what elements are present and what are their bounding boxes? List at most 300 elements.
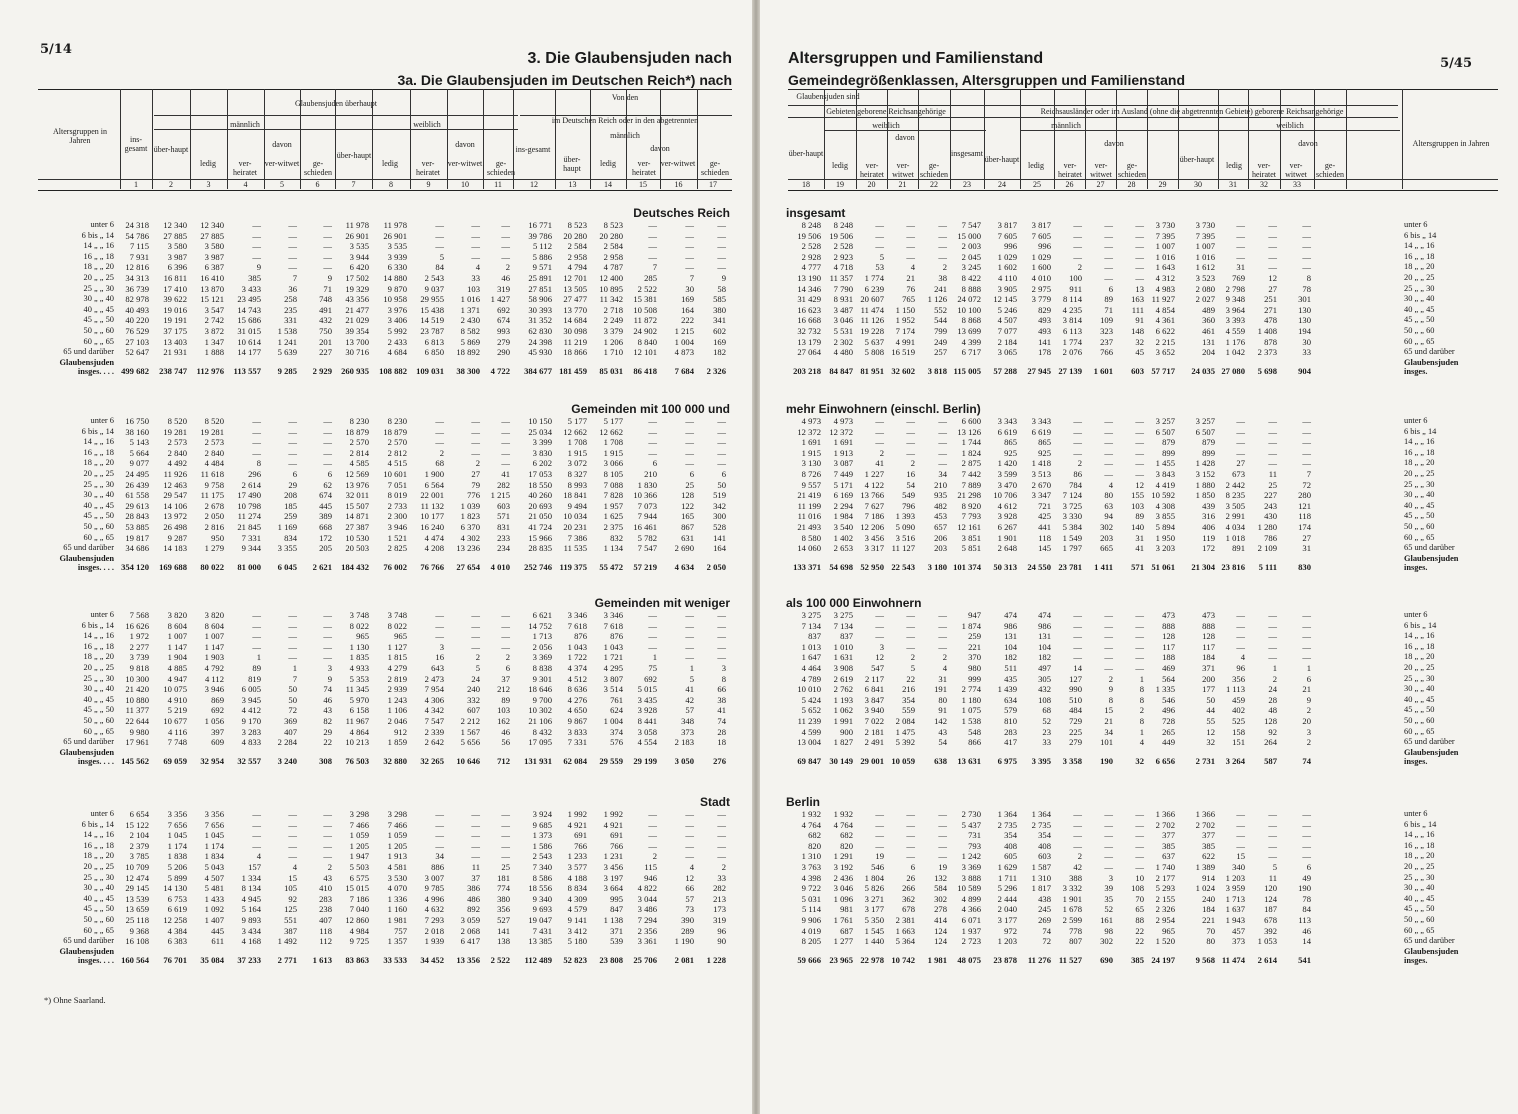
table-cell: — [685,641,694,652]
table-cell: — [288,220,297,230]
table-cell: 18 879 [345,426,369,437]
table-cell: 8 441 [637,716,657,726]
table-cell: 478 [1264,315,1277,326]
table-cell: — [717,652,726,663]
table-cell: 2 570 [387,437,407,448]
table-cell: 778 [1069,925,1082,936]
table-cell: 912 [394,726,407,737]
table-cell: 9 [327,673,332,684]
table-cell: — [252,251,261,262]
table-cell: — [1073,652,1082,663]
table-cell: 5 782 [637,532,657,543]
table-cell: 3 257 [1155,416,1175,426]
table-cell: 1 016 [460,294,480,305]
table-cell: — [471,447,480,458]
table-cell: 6 [292,469,297,479]
header-ledig: ledig [382,159,398,168]
table-cell: — [1135,809,1144,819]
header-ueberhaupt-2: über-haupt [336,151,372,160]
header-col-number: 26 [1065,180,1074,189]
age-label: 45 „ „ 50 [83,315,114,325]
age-label: 18 „ „ 20 [1404,262,1435,272]
table-cell: 115 005 [953,365,981,376]
table-cell: 113 [1298,915,1311,925]
table-cell: 82 978 [125,294,149,305]
table-cell: 1 440 [864,936,884,947]
table-cell: — [435,840,444,851]
table-cell: — [1302,840,1311,851]
table-cell: — [471,610,480,620]
table-cell: 33 [717,872,726,883]
header-col-number: 24 [998,180,1006,189]
table-cell: — [1073,641,1082,652]
table-cell: 774 [497,883,510,894]
table-cell: 74 [1042,925,1051,936]
table-cell: 5 894 [1155,522,1175,532]
table-cell: — [938,458,947,469]
table-cell: 370 [968,652,981,663]
table-cell: 1 335 [1155,684,1175,695]
table-cell: 2 958 [603,251,623,262]
table-cell: 1 901 [997,532,1017,543]
header-maennlich: männlich [1051,121,1081,130]
table-cell: 1 952 [895,315,915,326]
table-cell: 544 [934,315,947,326]
table-cell: 15 507 [345,500,369,511]
table-cell: 5 [439,251,444,262]
table-cell: — [685,610,694,620]
table-cell: 1 126 [927,294,947,305]
table-cell: 9 494 [567,500,587,511]
table-cell: — [1236,819,1245,830]
age-label: 50 „ „ 60 [83,716,114,725]
table-cell: 7 186 [864,511,884,522]
table-cell: 120 [1264,883,1277,894]
table-cell: 221 [968,641,981,652]
table-cell: 52 [1104,904,1113,915]
table-cell: 23 787 [420,326,444,336]
table-cell: — [323,819,332,830]
table-cell: 4 208 [424,543,444,554]
table-cell: 32 954 [200,755,224,766]
table-cell: 30 716 [345,347,369,358]
table-cell: 39 [1104,883,1113,894]
table-cell: 121 [1298,500,1311,511]
header-col-number: 16 [674,180,683,189]
table-cell: 4 168 [241,936,261,947]
table-cell: 76 766 [420,561,444,572]
table-cell: — [717,458,726,469]
table-cell: — [471,851,480,862]
table-cell: 160 564 [121,954,149,965]
table-cell: 7 340 [532,862,552,872]
table-cell: — [1268,610,1277,620]
table-cell: 20 [1302,716,1311,726]
table-cell: 8 726 [801,469,821,479]
table-cell: 1 366 [1155,809,1175,819]
table-cell: 12 [1135,479,1144,490]
table-cell: 986 [1004,620,1017,631]
table-cell: 377 [1202,830,1215,841]
header-col-line [1020,89,1021,189]
table-cell: 26 439 [125,479,149,490]
table-cell: 4 [689,862,694,872]
header-col-line [152,89,153,189]
table-cell: 6 417 [460,936,480,947]
table-cell: 141 [1038,336,1051,347]
table-cell: 57 [685,893,694,904]
table-cell: 721 [1038,500,1051,511]
table-cell: 6 [327,469,332,479]
table-cell: — [323,262,332,273]
age-label: 60 „ „ 65 [1404,925,1435,935]
table-cell: 130 [1298,304,1311,315]
table-cell: 316 [1202,511,1215,522]
table-cell: 3 486 [637,904,657,915]
table-cell: 32 732 [797,326,821,336]
table-cell: 4 947 [167,673,187,684]
age-label: 45 „ „ 50 [83,705,114,715]
table-cell: 511 [1004,663,1017,673]
header-verheiratet: ver-heiratet [1058,161,1082,179]
table-cell: 27 654 [456,561,480,572]
table-cell: 3 535 [387,241,407,252]
header-maennlich: männlich [230,120,260,129]
table-cell: 10 614 [237,336,261,347]
table-cell: 6 622 [1155,326,1175,336]
table-cell: 80 [938,694,947,705]
table-cell: 4 507 [997,315,1017,326]
age-label: 25 „ „ 30 [1404,283,1435,293]
table-cell: 323 [1100,326,1113,336]
table-cell: 1 334 [241,872,261,883]
header-col-number: 3 [206,180,211,189]
table-cell: — [1302,437,1311,448]
table-cell: 2 954 [1155,915,1175,925]
table-cell: 115 [644,862,657,872]
table-cell: 3 843 [1155,469,1175,479]
table-cell: — [1268,830,1277,841]
table-cell: 1 744 [961,437,981,448]
table-cell: 31 352 [528,315,552,326]
table-cell: — [252,840,261,851]
table-cell: 52 823 [563,954,587,965]
table-cell: 2 [942,262,947,273]
table-cell: 1 092 [204,904,224,915]
table-cell: — [471,631,480,642]
table-cell: 5 206 [167,862,187,872]
table-cell: 42 [685,694,694,705]
table-cell: 453 [934,511,947,522]
table-cell: 750 [319,326,332,336]
table-cell: 1 004 [603,716,623,726]
table-cell: — [501,620,510,631]
table-cell: 2 690 [674,543,694,554]
table-cell: 124 [1264,893,1277,904]
table-cell: 2 [1077,458,1082,469]
table-cell: 9 [327,273,332,283]
table-cell: 2 155 [1155,893,1175,904]
table-cell: 673 [1232,469,1245,479]
table-cell: 278 [934,904,947,915]
table-cell: 88 [1135,915,1144,925]
table-cell: 7 [689,273,694,283]
table-cell: 2 326 [1155,904,1175,915]
age-label: 18 „ „ 20 [1404,458,1435,468]
table-cell: 13 870 [200,283,224,294]
table-cell: 118 [1298,511,1311,522]
table-cell: 131 931 [524,755,552,766]
age-label: 50 „ „ 60 [1404,326,1435,335]
table-cell: 3 725 [1062,500,1082,511]
table-cell: 2 [475,458,480,469]
table-cell: — [875,230,884,241]
table-cell: 128 [1202,631,1215,642]
table-cell: 1 722 [567,652,587,663]
table-cell: 8 [1139,716,1144,726]
table-cell: 22 543 [891,561,915,572]
table-cell: — [435,230,444,241]
table-cell: — [288,851,297,862]
table-cell: 6 619 [167,904,187,915]
table-cell: 19 817 [125,532,149,543]
table-cell: 2 929 [312,365,332,376]
table-cell: 282 [497,479,510,490]
table-cell: 1 815 [387,652,407,663]
table-cell: 2 [652,851,657,862]
table-cell: 878 [1264,336,1277,347]
table-cell: 3 058 [637,726,657,737]
table-cell: 11 535 [563,543,587,554]
table-cell: 2 [505,652,510,663]
table-cell: 6 330 [387,262,407,273]
table-cell: 2 653 [833,543,853,554]
table-cell: 8 580 [801,532,821,543]
table-cell: 8 993 [567,479,587,490]
table-cell: 1 241 [277,336,297,347]
table-cell: 15 438 [420,304,444,315]
table-cell: 100 [1069,273,1082,283]
table-cell: 1 991 [833,716,853,726]
table-cell: — [938,631,947,642]
table-cell: — [685,262,694,273]
age-label: 65 und darüber [63,737,114,747]
table-cell: 354 [1038,830,1051,841]
table-cell: 76 529 [125,326,149,336]
age-label: 16 „ „ 18 [83,840,114,850]
table-cell: 2 816 [204,522,224,532]
table-cell: 8 523 [567,220,587,230]
table-cell: 1 [256,652,261,663]
table-cell: — [906,426,915,437]
table-cell: 622 [1202,851,1215,862]
table-cell: 340 [1232,862,1245,872]
table-cell: 7 431 [532,925,552,936]
age-label: unter 6 [1404,416,1428,425]
table-cell: 876 [574,631,587,642]
table-cell: 3 820 [167,610,187,620]
table-cell: 7 124 [1062,490,1082,501]
table-cell: — [875,416,884,426]
table-cell: — [471,620,480,631]
table-cell: 14 519 [420,315,444,326]
header-ledig: ledig [1226,161,1242,170]
table-cell: 10 958 [383,294,407,305]
table-cell: 190 [1298,883,1311,894]
table-cell: 8 888 [961,283,981,294]
table-cell: 10 508 [633,304,657,315]
table-cell: 2 375 [603,522,623,532]
table-cell: 190 [1100,755,1113,766]
table-cell: 3 399 [532,437,552,448]
table-cell: — [1104,862,1113,872]
table-cell: 5 637 [864,336,884,347]
table-cell: 6 654 [129,809,149,819]
table-cell: 23 878 [993,954,1017,965]
table-cell: 161 [1100,915,1113,925]
age-label: 18 „ „ 20 [83,262,114,272]
table-cell: 1 708 [603,437,623,448]
table-cell: 2 181 [864,726,884,737]
table-cell: 182 [1038,652,1051,663]
table-cell: 10 880 [125,694,149,705]
table-cell: 4 873 [674,347,694,358]
table-cell: 1 932 [833,809,853,819]
table-cell: — [501,241,510,252]
table-cell: 571 [1131,561,1144,572]
table-cell: 899 [1162,447,1175,458]
table-cell: 25 [1268,479,1277,490]
table-cell: 32 [1206,737,1215,748]
header-col-line [120,89,121,189]
page-title-left: 3. Die Glaubensjuden nach [527,50,732,67]
table-cell: 1 637 [1225,904,1245,915]
table-cell: 15 [1104,705,1113,716]
table-cell: 341 [713,315,726,326]
table-cell: 900 [840,726,853,737]
table-cell: 1 013 [801,641,821,652]
table-cell: 2 723 [961,936,981,947]
table-cell: 245 [1038,904,1051,915]
age-label: insges. [1404,562,1428,572]
table-cell: 184 [1202,904,1215,915]
table-cell: — [1073,241,1082,252]
table-cell: 1 880 [1195,479,1215,490]
table-cell: 829 [1038,304,1051,315]
table-cell: 482 [934,500,947,511]
table-cell: 1 711 [997,872,1017,883]
table-cell: 3 577 [567,862,587,872]
table-cell: — [288,610,297,620]
table-cell: 8 230 [387,416,407,426]
table-cell: 69 059 [163,755,187,766]
table-cell: 2 284 [277,737,297,748]
table-cell: 13 004 [797,737,821,748]
table-cell: 16 623 [797,304,821,315]
table-cell: 74 [1302,755,1311,766]
table-cell: 29 [323,726,332,737]
table-cell: 904 [1298,365,1311,376]
table-cell: 5 826 [864,883,884,894]
table-cell: 11 219 [563,336,587,347]
table-cell: 3 059 [460,915,480,925]
table-cell: 2 522 [490,954,510,965]
table-cell: 85 031 [599,365,623,376]
table-cell: — [648,437,657,448]
table-cell: 205 [319,543,332,554]
table-cell: 89 [1104,294,1113,305]
table-cell: 935 [934,490,947,501]
table-cell: 20 503 [345,543,369,554]
age-label: insges. [1404,366,1428,376]
table-cell: 22 001 [420,490,444,501]
header-rule [1020,130,1400,131]
table-cell: 13 236 [456,543,480,554]
table-cell: 9 685 [532,819,552,830]
table-cell: 140 [1131,522,1144,532]
table-cell: — [1236,610,1245,620]
table-cell: 240 [467,684,480,695]
table-cell: 4 034 [1225,522,1245,532]
table-cell: 611 [211,936,224,947]
table-cell: 141 [497,925,510,936]
header-col-number: 20 [867,180,876,189]
table-cell: 678 [1264,915,1277,925]
table-cell: 1 601 [1093,365,1113,376]
table-cell: 3 946 [204,684,224,695]
table-cell: 5 143 [129,437,149,448]
table-cell: 73 [685,904,694,915]
table-cell: 2 958 [567,251,587,262]
table-cell: 4 279 [387,663,407,673]
table-cell: — [1073,840,1082,851]
table-cell: 4 789 [801,673,821,684]
table-cell: 1 389 [1195,862,1215,872]
header-col-number: 2 [169,180,173,189]
table-cell: 1 823 [460,511,480,522]
table-cell: 491 [319,304,332,315]
table-cell: — [323,641,332,652]
table-cell: 690 [1100,954,1113,965]
table-cell: 3 271 [864,893,884,904]
table-cell: 283 [1004,726,1017,737]
table-cell: — [1135,458,1144,469]
table-cell: 32 011 [345,490,369,501]
age-label: 20 „ „ 25 [1404,273,1435,282]
table-cell: 712 [497,755,510,766]
table-cell: 26 [906,872,915,883]
table-cell: 21 477 [345,304,369,315]
table-cell: 240 [1202,893,1215,904]
table-cell: 3 007 [424,872,444,883]
table-cell: 2 [721,862,726,872]
table-cell: 1 010 [833,641,853,652]
table-cell: 1 007 [167,631,187,642]
table-cell: 4 973 [833,416,853,426]
table-cell: 11 618 [200,469,224,479]
table-cell: 26 901 [383,230,407,241]
table-cell: 2 733 [387,500,407,511]
table-cell: 1 774 [1062,336,1082,347]
header-insgesamt: ins-gesamt [124,135,148,153]
table-cell: 784 [1069,479,1082,490]
table-cell: — [435,631,444,642]
table-cell: 14 880 [383,273,407,283]
age-label: 30 „ „ 40 [83,294,114,304]
table-cell: 6 169 [833,490,853,501]
table-cell: — [938,416,947,426]
table-cell: 13 976 [345,479,369,490]
